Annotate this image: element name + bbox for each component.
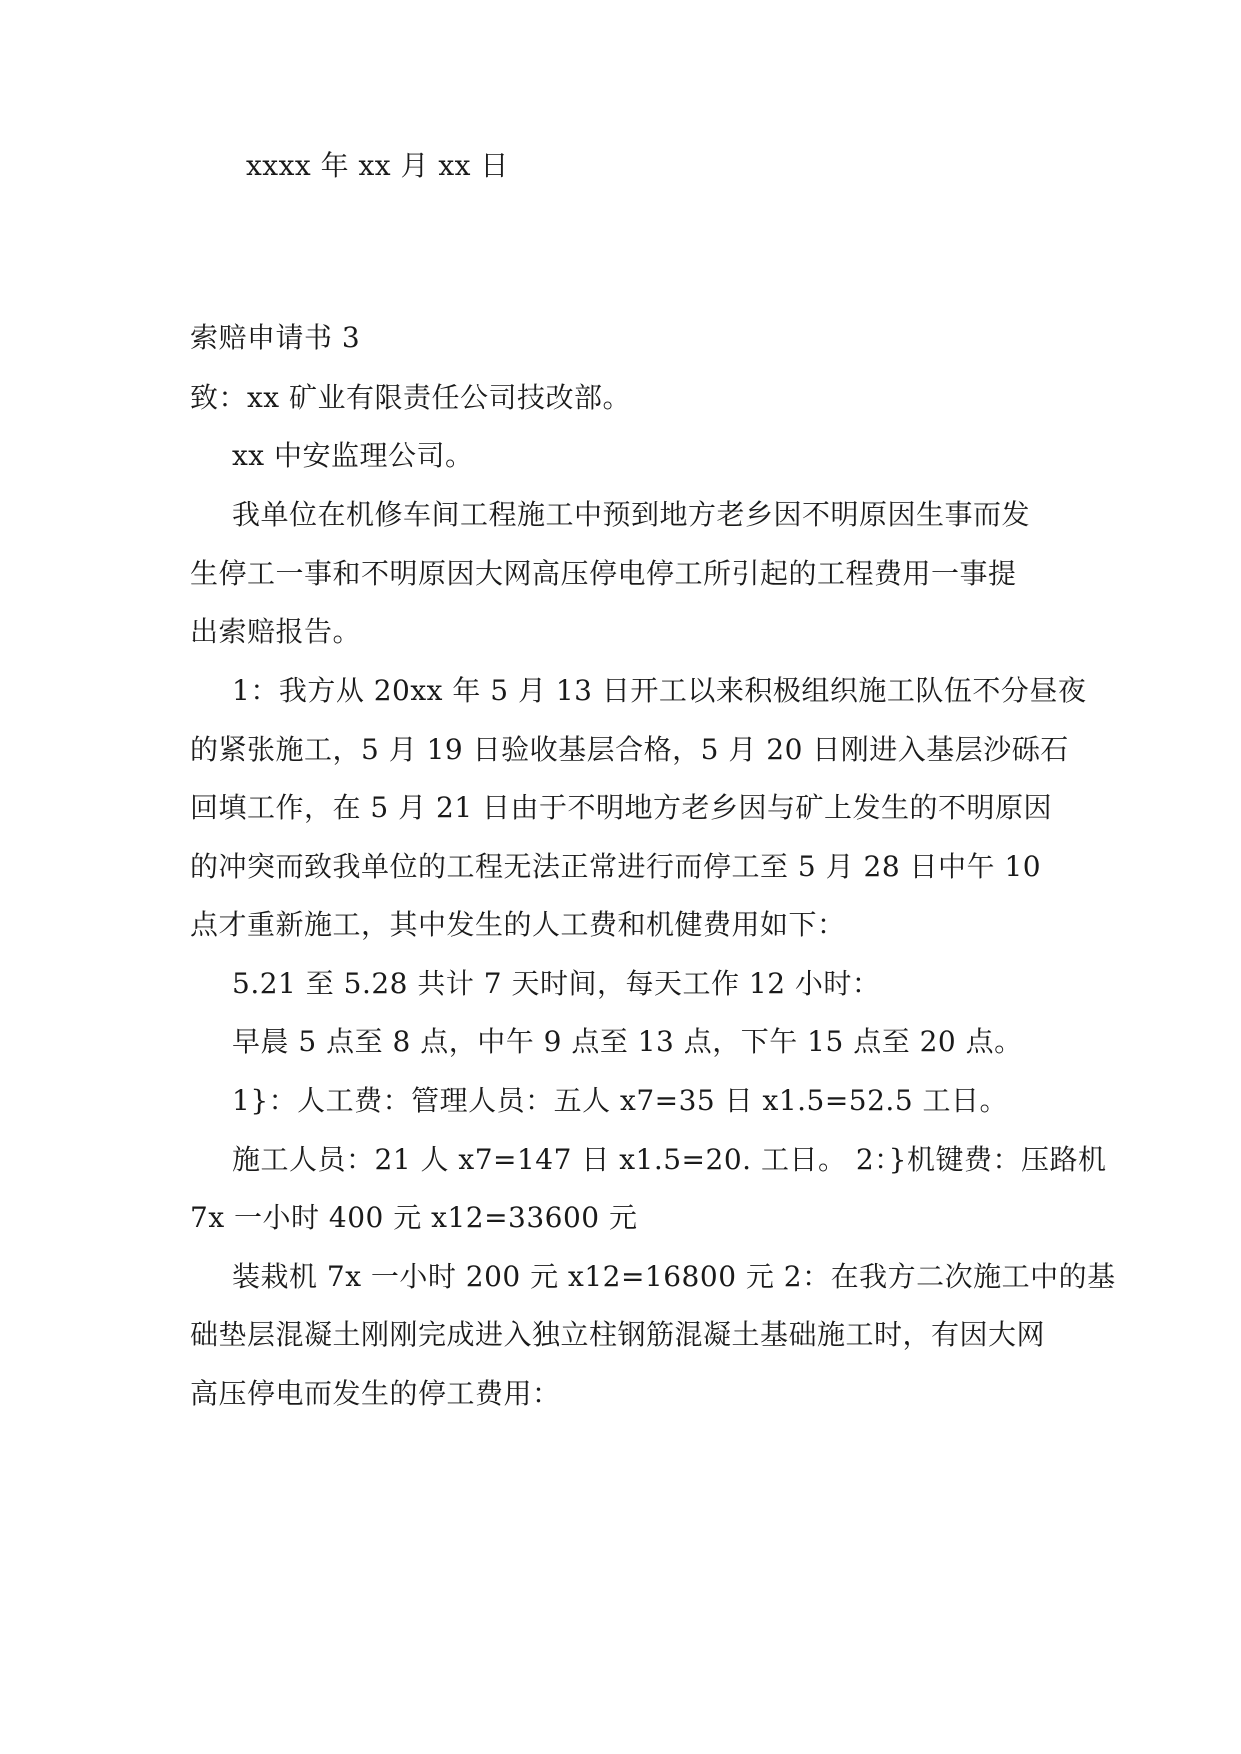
paragraph-line: 的紧张施工，5 月 19 日验收基层合格，5 月 20 日刚进入基层沙砾石 xyxy=(190,733,1069,766)
paragraph-line: 出索赔报告。 xyxy=(190,615,362,648)
paragraph-line: 点才重新施工，其中发生的人工费和机健费用如下： xyxy=(190,908,846,941)
paragraph-line: 生停工一事和不明原因大网高压停电停工所引起的工程费用一事提 xyxy=(190,557,1017,590)
recipient-line: 致：xx 矿业有限责任公司技改部。 xyxy=(190,381,631,414)
date-line: xxxx 年 xx 月 xx 日 xyxy=(246,149,509,182)
paragraph-line: 1：我方从 20xx 年 5 月 13 日开工以来积极组织施工队伍不分昼夜 xyxy=(232,674,1087,707)
paragraph-line: 1}：人工费：管理人员：五人 x7=35 日 x1.5=52.5 工日。 xyxy=(232,1084,1009,1117)
paragraph-line: 7x 一小时 400 元 x12=33600 元 xyxy=(190,1201,638,1234)
document-title: 索赔申请书 3 xyxy=(190,321,361,354)
paragraph-line: 早晨 5 点至 8 点，中午 9 点至 13 点，下午 15 点至 20 点。 xyxy=(232,1025,1023,1058)
paragraph-line: 5.21 至 5.28 共计 7 天时间，每天工作 12 小时： xyxy=(232,967,881,1000)
paragraph-line: 装栽机 7x 一小时 200 元 x12=16800 元 2：在我方二次施工中的基 xyxy=(232,1260,1116,1293)
paragraph-line: 我单位在机修车间工程施工中预到地方老乡因不明原因生事而发 xyxy=(232,498,1031,531)
paragraph-line: 高压停电而发生的停工费用： xyxy=(190,1377,561,1410)
paragraph-line: 的冲突而致我单位的工程无法正常进行而停工至 5 月 28 日中午 10 xyxy=(190,850,1042,883)
paragraph-line: 础垫层混凝土刚刚完成进入独立柱钢筋混凝土基础施工时，有因大网 xyxy=(190,1318,1046,1351)
recipient-line: xx 中安监理公司。 xyxy=(232,439,474,472)
paragraph-line: 回填工作，在 5 月 21 日由于不明地方老乡因与矿上发生的不明原因 xyxy=(190,791,1053,824)
paragraph-line: 施工人员：21 人 x7=147 日 x1.5=20. 工日。 2：}机键费：压路机 xyxy=(232,1143,1107,1176)
